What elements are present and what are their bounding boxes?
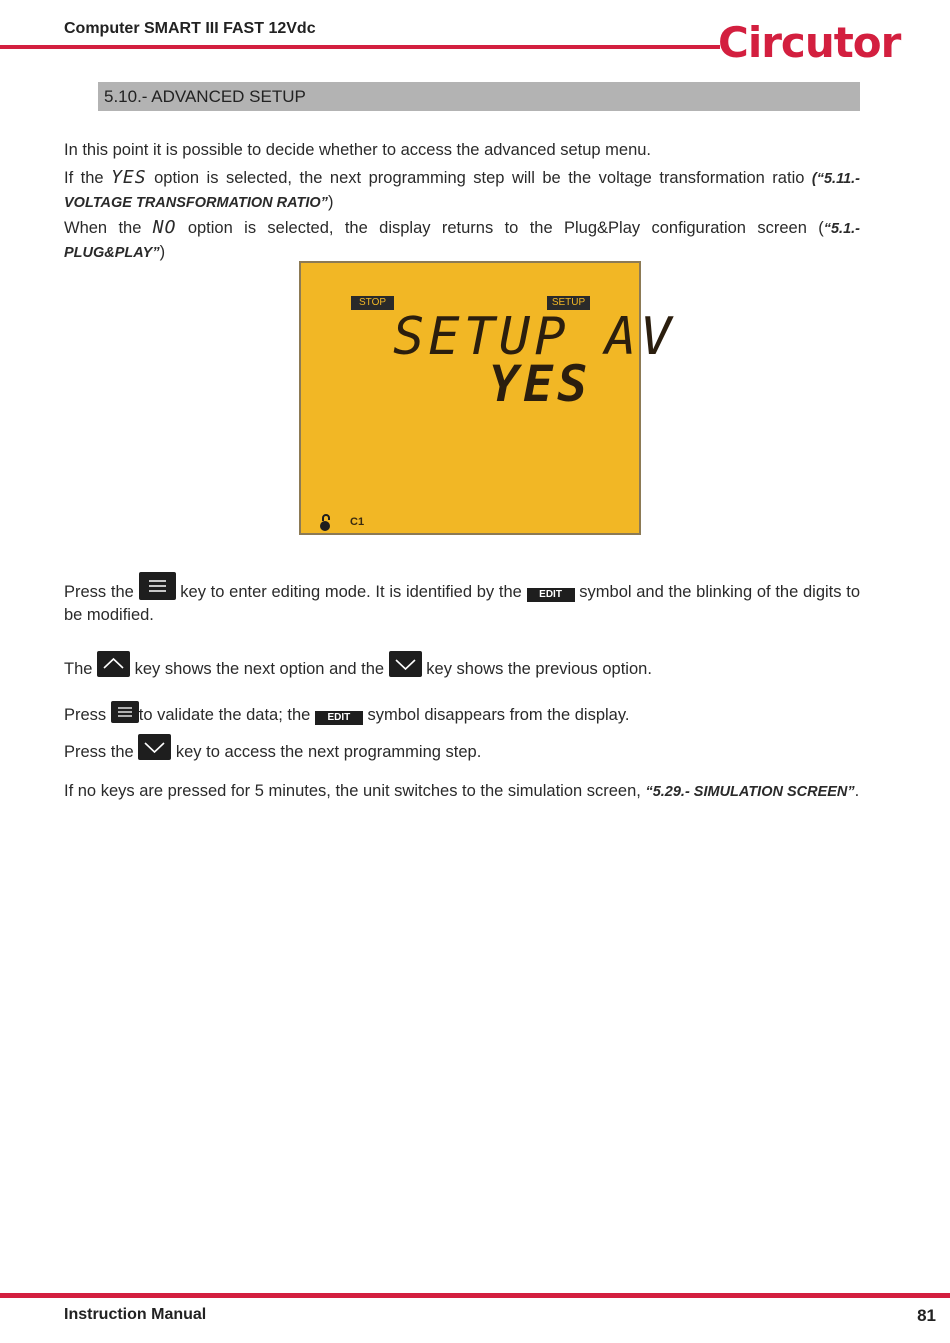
intro-paragraph-1: In this point it is possible to decide whether to access the advanced setup menu. bbox=[64, 141, 652, 159]
stop-tag: STOP bbox=[351, 296, 394, 310]
simulation-screen-reference: “5.29.- SIMULATION SCREEN” bbox=[645, 784, 855, 800]
plug-play-reference: “5.1.- PLUG&PLAY” bbox=[64, 221, 860, 261]
edit-symbol-icon: EDIT bbox=[527, 588, 575, 602]
enter-key-icon bbox=[111, 701, 139, 723]
intro-paragraph-2: If the YES option is selected, the next programming step will be the voltage transformation ratio (“5.11.- VOLTAGE TRANSFORMATION RATIO”) bbox=[64, 167, 860, 211]
enter-key-icon bbox=[139, 572, 176, 600]
header-rule bbox=[0, 45, 720, 49]
edit-symbol-icon: EDIT bbox=[315, 711, 363, 725]
down-arrow-key-icon bbox=[389, 651, 422, 677]
circutor-logo: Circutor bbox=[718, 18, 901, 67]
instruction-5: If no keys are pressed for 5 minutes, the unit switches to the simulation screen, “5.29.- SIMULATION SCREEN”. bbox=[64, 782, 860, 800]
yes-segment-text: YES bbox=[111, 167, 147, 188]
section-heading: 5.10.- ADVANCED SETUP bbox=[98, 82, 860, 111]
instruction-3: Press to validate the data; the EDIT symbol disappears from the display. bbox=[64, 701, 860, 727]
up-arrow-key-icon bbox=[97, 651, 130, 677]
display-line-1: SETUP AV bbox=[393, 307, 676, 367]
instruction-2: The key shows the next option and the key shows the previous option. bbox=[64, 651, 860, 681]
intro-paragraph-3: When the NO option is selected, the display returns to the Plug&Play configuration screen (“5.1.- PLUG&PLAY”) bbox=[64, 217, 860, 261]
instruction-1: Press the key to enter editing mode. It is identified by the EDIT symbol and the blinking of the digits to be modified. bbox=[64, 572, 860, 627]
lcd-display bbox=[299, 261, 676, 535]
footer-title: Instruction Manual bbox=[64, 1306, 207, 1323]
setup-tag: SETUP bbox=[547, 296, 590, 310]
instruction-4: Press the key to access the next programming step. bbox=[64, 734, 860, 764]
page-number: 81 bbox=[917, 1306, 936, 1325]
no-segment-text: NO bbox=[152, 217, 177, 238]
voltage-ratio-reference: (“5.11.- VOLTAGE TRANSFORMATION RATIO” bbox=[64, 171, 860, 211]
display-line-2: YES bbox=[489, 355, 592, 413]
c1-indicator: C1 bbox=[350, 516, 365, 528]
lock-icon bbox=[319, 513, 333, 531]
down-arrow-key-icon bbox=[138, 734, 171, 760]
footer-rule bbox=[0, 1293, 950, 1298]
header-title: Computer SMART III FAST 12Vdc bbox=[64, 20, 316, 37]
